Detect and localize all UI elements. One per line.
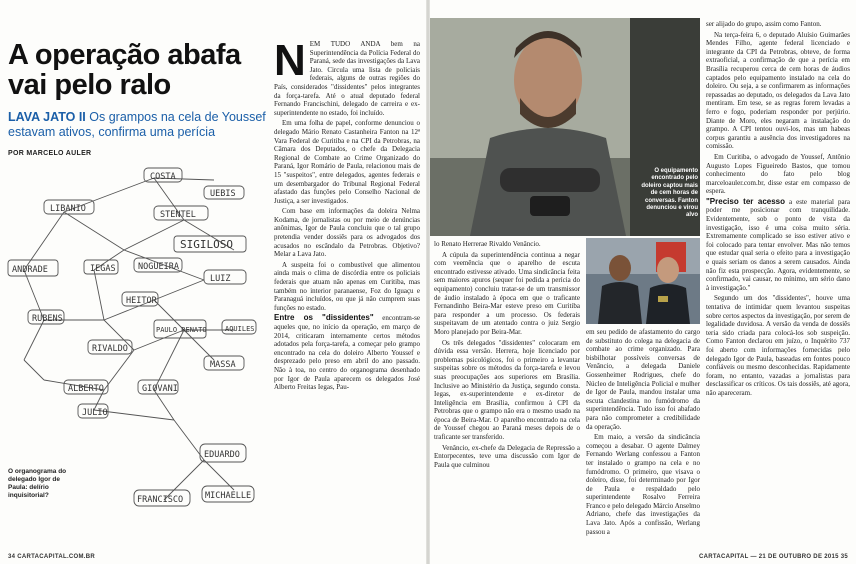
photo-caption: O equipamento encontrado pelo doleiro captou mais de cem horas de conversas. Fanton denunciou e virou alvo <box>641 168 698 219</box>
col4-paragraph-5: Segundo um dos "dissidentes", houve uma tentativa de intimidar quem levantou suspeitas sobre certos aspectos da investigação, por serem de legalidade duvidosa. A versão da venda de dossiês teria sido criada para colocá-los sob suspeição. Como Fanton declarou em juízo, o Inquérito 737 foi aberto com informações fornecidas pelo delegado Igor de Paula, baseadas em fontes pouco confiáveis ou mesmo desconhecidas. Rapidamente foram, no entanto, vazadas a jornalistas para desclassificar os críticos. Os tais dossiês, até agora, não apareceram. <box>706 294 850 397</box>
col4-paragraph-3: Em Curitiba, o advogado de Youssef, Antônio Augusto Lopes Figueiredo Bastos, que tomou conhecimento do fato pelo blog marceloauler.com.br, disse estar em compasso de espera. <box>706 152 850 196</box>
deck-tag: LAVA JATO II <box>8 110 86 124</box>
sketch-label-stentel: STENTEL <box>160 210 196 220</box>
body-column-1 <box>274 40 420 548</box>
subhead-preciso: "Preciso ter acesso <box>706 196 786 206</box>
col2-paragraph-1: lo Renato Herrerae Rivaldo Venâncio. <box>434 240 541 248</box>
col3-paragraph-1: em seu pedido de afastamento do cargo de substituto do colega na delegacia de combate ao crime organizado. Para bisbilhotar possíveis conversas de Venâncio, a delegada Daniele Gossenheimer Rodrigues, chefe do Núcleo de Inteligência Policial e mulher de Igor de Paula, mandou instalar uma escuta clandestina no fumódromo da superintendência. Tudo isso foi abafado para não comprometer a credibilidade da operação. <box>586 328 700 431</box>
sketch-label-paulo-renato: PAULO RENATO <box>156 326 207 334</box>
col1-paragraph-2: Em uma folha de papel, conforme denunciou o delegado Mário Renato Castanheira Fanton na 12ª Vara Federal de Curitiba e na CPI da Petrobras, na Câmara dos Deputados, o chefe da Delegacia Regional de Combate ao Crime Organizado do Paraná, Igor Romário de Paula, relacionou mais de 15 "suspeitos", entre delegados, agentes federais e um desembargador do Tribunal Regional Federal afastado das funções pelo Conselho Nacional de Justiça, a ser investigados. <box>274 119 420 205</box>
sketch-label-sigiloso: SIGILOSO <box>180 238 233 251</box>
body-column-4 <box>706 20 850 548</box>
sketch-label-heitor: HEITOR <box>126 296 157 306</box>
subhead-dissidentes: Entre os "dissidentes" <box>274 313 374 323</box>
sketch-label-rubens: RUBENS <box>32 314 63 324</box>
sketch-label-alberto: ALBERTO <box>68 384 104 394</box>
folio-right: CARTACAPITAL — 21 DE OUTUBRO DE 2015 35 <box>698 554 848 560</box>
sketch-label-julio: JULIO <box>82 408 108 418</box>
col3-paragraph-2: Em maio, a versão da sindicância começou a desabar. O agente Dalmey Fernando Werlang confessou a Fanton ter instalado o grampo na cela e no fumódromo. O primeiro, que visava o doleiro, disse, foi determinado por Igor de Paula e respaldado pelo superintendente Rosalvo Ferreira Franco e pelo delegado Márcio Anselmo Adriano, chefe das investigações da Lava Jato. Após a confissão, Werlang passou a <box>586 433 700 536</box>
col1-paragraph-4: A suspeita foi o combustível que alimentou ainda mais o clima de discórdia entre os policiais federais que atuam não apenas em Curitiba, mas também no interior paranaense, Foz do Iguaçu e Paranaguá incluídos, ou que já não cumprem suas funções no estado. <box>274 260 420 312</box>
col1-paragraph-5: encontram-se aqueles que, no início da operação, em março de 2014, criticaram internamente certos métodos adotados pela força-tarefa, a começar pelo grampo encontrado na cela do doleiro Alberto Youssef e desprezado pelo preso em abril do ano passado. Não à toa, no centro do organograma desenhado por Igor de Paula aparecem os delegados José Alberto Freitas Iegas, Pau- <box>274 314 420 392</box>
col1-paragraph-3: Com base em informações da doleira Nelma Kodama, de jornalistas ou por meio de denúncias anônimas, Igor de Paula concluiu que o tal grupo pretendia vender dossiês para os advogados dos acusados no escândalo da Petrobras. Objetivo? Melar a Lava Jato. <box>274 207 420 259</box>
sketch-label-costa: COSTA <box>150 172 176 182</box>
col4-paragraph-2: Na terça-feira 6, o deputado Aluísio Guimarães Mendes Filho, agente federal licenciado e integrante da CPI da Petrobras, obteve, de forma extraoficial, a confirmação de que a perícia em Brasília recuperou cerca de cem horas de áudios captados pelo equipamento instalado na cela do doleiro. Ou seja, a se confirmarem as informações repassadas ao deputado, os delegados da Lava Jato mentiram. Em tese, se as regras forem levadas a ferro e fogo, poderiam responder por perjúrio. Diante de Moro, eles negaram a instalação do grampo. A CPI tentou ouvi-los, mas um habeas corpus garantiu a ausência dos investigadores na comissão. <box>706 30 850 151</box>
headline-line-1: A operação abafa <box>8 39 241 71</box>
col1-paragraph-1: EM TUDO ANDA bem na Superintendência da Polícia Federal do Paraná, sede das investigações da Lava Jato. Circula uma lista de policiais federais, alguns de outras regiões do País, considerados "dissidentes" pelos integrantes da força-tarefa. Até o atual deputado federal Fernando Francischini, delegado de carreira e ex-superintendente no estado, foi incluído. <box>274 40 420 117</box>
sketch-label-giovani: GIOVANI <box>142 384 178 394</box>
sketch-label-eduardo: EDUARDO <box>204 450 240 460</box>
sketch-label-michaelle: MICHAELLE <box>205 491 252 501</box>
deck-text: Os grampos na cela de Youssef estavam ativos, confirma uma perícia <box>8 110 266 139</box>
headline <box>8 40 270 100</box>
sketch-label-luiz: LUIZ <box>210 274 231 284</box>
sketch-label-francisco: FRANCISCO <box>137 495 184 505</box>
photo-officers <box>586 238 700 324</box>
col2-paragraph-2: A cúpula da superintendência continua a negar com veemência que o aparelho de escuta encontrado estivesse ativado. Uma sindicância feita sem maiores apuros (sequer foi pedida a perícia do equipamento) concluiu tratar-se de um transmissor de áudio instalado à época em que o traficante Fernandinho Beira-Mar esteve preso em Curitiba para responder a um processo. Os federais suspeitavam de um atentado contra o juiz Sergio Moro planejado por Beira-Mar. <box>434 250 580 336</box>
sketch-label-aquiles: AQUILES <box>225 325 255 333</box>
sketch-label-iegas: IEGAS <box>90 264 116 274</box>
sketch-label-uebis: UEBIS <box>210 189 236 199</box>
col4-paragraph-4: a este material para poder me posicionar com tranquilidade. Evidentemente, sob o ponto de vista da investigação, isso é uma coisa muito séria. Extremamente complicado se isso estiver ativo e foi colocado para tentar envolver. Mas não temos que estudar qual seria o efeito para a investigação e quais seriam os danos a serem causados. Ainda não fiz esta prospecção. Agora, evidentemente, se confirmado, vai causar, no mínimo, um sério dano à investigação." <box>706 197 850 292</box>
body-column-2 <box>434 240 580 548</box>
col4-paragraph-1: ser alijado do grupo, assim como Fanton. <box>706 20 822 28</box>
col2-paragraph-4: Venâncio, ex-chefe da Delegacia de Repressão a Entorpecentes, teve uma discussão com Igor de Paula que culminou <box>434 443 580 469</box>
col2-paragraph-3: Os três delegados "dissidentes" colocaram em dúvida essa versão. Herrera, hoje licenciado por problemas psicológicos, foi o primeiro a levantar suspeitas sobre os métodos da força-tarefa e levou suas preocupações aos superiores em Brasília. Inclusive ao Ministério da Justiça, segundo consta. Iegas, ex-superintendente e ex-diretor de Inteligência em Brasília, confirmou à CPI da Petrobras que o grampo não era o mesmo usado na época de Beira-Mar. O aparelho encontrado na cela de Youssef chegou ao Paraná meses depois de o traficante ser transferido. <box>434 338 580 442</box>
sketch-caption: O organograma do delegado Igor de Paula: delírio inquisitorial? <box>8 468 67 499</box>
headline-line-2: vai pelo ralo <box>8 69 171 101</box>
dropcap: N <box>274 40 306 85</box>
body-column-3 <box>586 328 700 548</box>
sketch-label-andrade: ANDRADE <box>12 265 48 275</box>
sketch-label-massa: MASSA <box>210 360 236 370</box>
sketch-label-rivaldo: RIVALDO <box>92 344 128 354</box>
byline: POR MARCELO AULER <box>8 150 92 157</box>
sketch-label-nogueira: NOGUEIRA <box>138 262 179 272</box>
folio-left: 34 CARTACAPITAL.COM.BR <box>8 554 96 560</box>
deck <box>8 110 270 140</box>
sketch-label-libanio: LIBANIO <box>50 204 86 214</box>
